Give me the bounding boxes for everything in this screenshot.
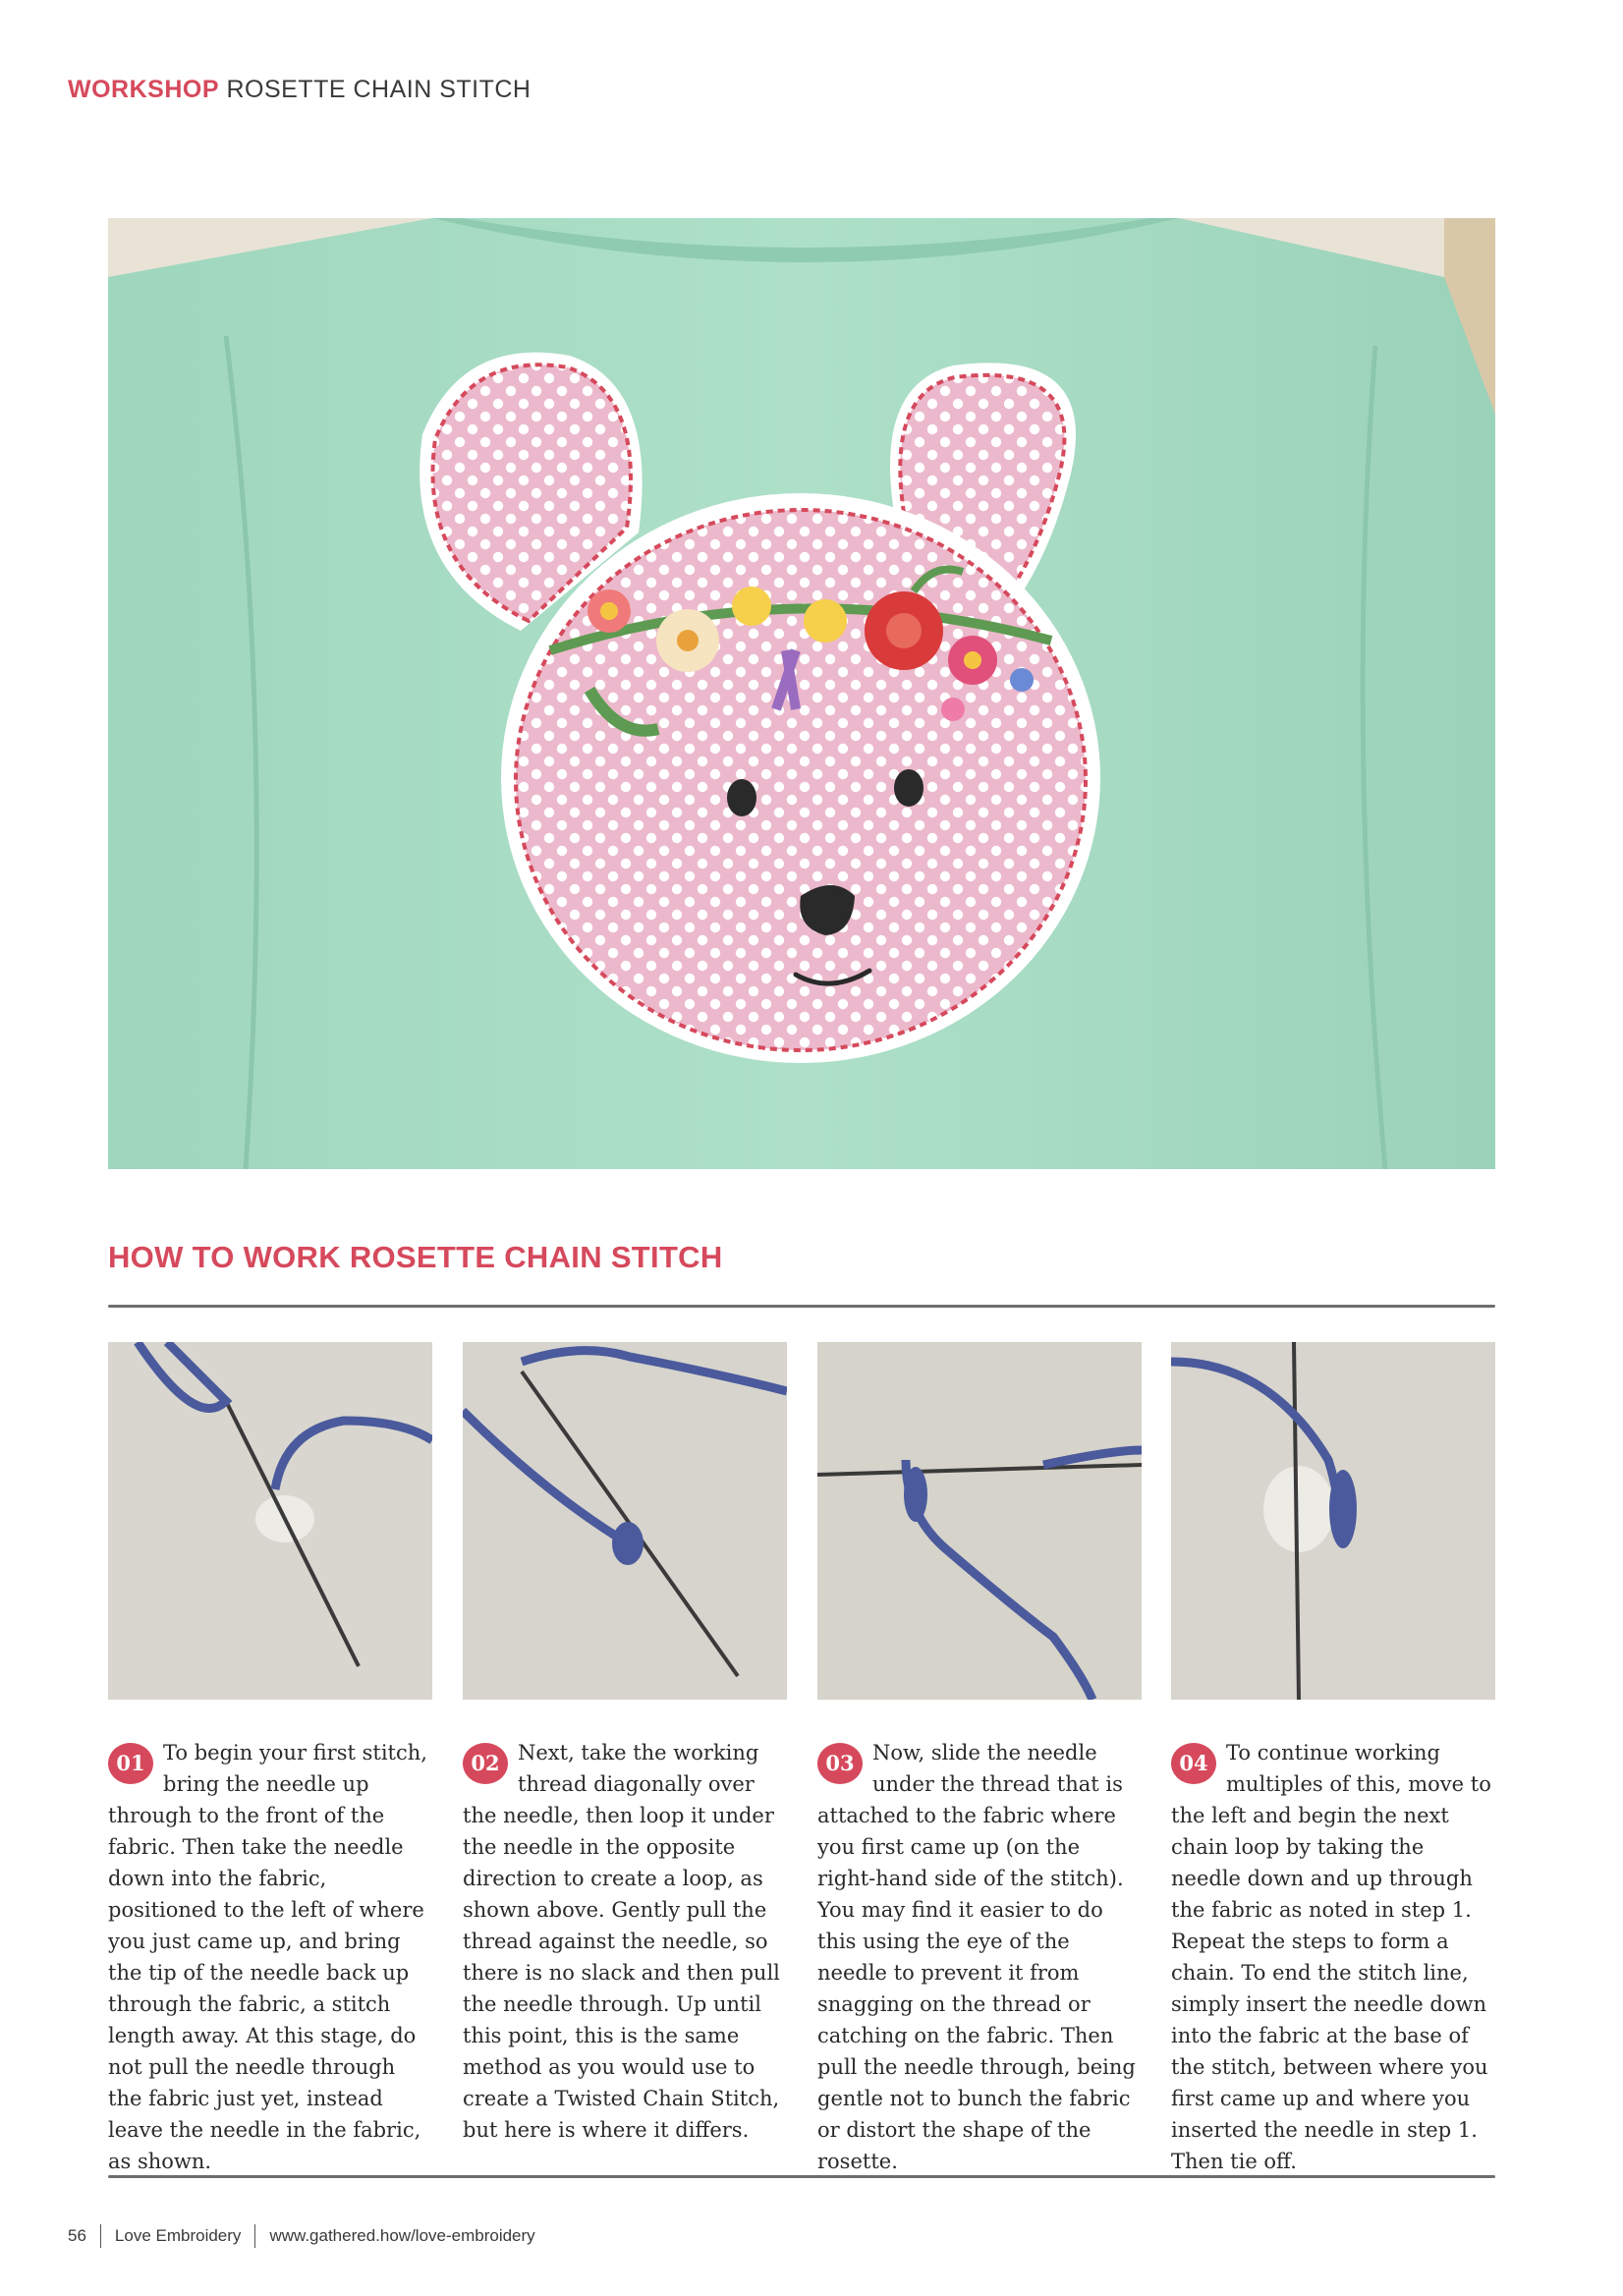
step-1 — [108, 1342, 432, 2177]
steps-grid — [108, 1342, 1495, 2173]
header-title: ROSETTE CHAIN STITCH — [226, 76, 532, 103]
step-3-text — [817, 1737, 1142, 2177]
step-2-text — [463, 1737, 787, 2146]
step-2-body: Next, take the working thread diagonally over the needle, then loop it under the needle in the opposite direction to create a loop, as shown above. Gently pull the thread against the needle, so there is no slack and then pull the needle through. Up until this point, this is the same method as you would use to create a Twisted Chain Stitch, but here is where it differs. — [463, 1741, 780, 2142]
step-2-number: 02 — [463, 1743, 508, 1784]
page-number: 56 — [68, 2226, 86, 2245]
step-1-body: To begin your first stitch, bring the needle up through to the front of the fabric. Then take the needle down into the fabric, positioned to the left of where you just came up, and bring the tip of the needle back up through the fabric, a stitch length away. At this stage, do not pull the needle through the fabric just yet, instead leave the needle in the fabric, as shown. — [108, 1741, 427, 2173]
step-4-number: 04 — [1171, 1743, 1216, 1784]
step-3-body: Now, slide the needle under the thread that is attached to the fabric where you first came up (on the right-hand side of the stitch). You may find it easier to do this using the eye of the needle to prevent it from snagging on the thread or catching on the fabric. Then pull the needle through, being gentle not to bunch the fabric or distort the shape of the rosette. — [817, 1741, 1136, 2173]
page-header — [68, 76, 531, 104]
step-1-text — [108, 1737, 432, 2177]
magazine-name: Love Embroidery — [114, 2226, 242, 2245]
step-4-text — [1171, 1737, 1495, 2177]
footer-separator — [100, 2224, 101, 2248]
divider-top — [108, 1305, 1495, 1308]
step-2-photo — [463, 1342, 787, 1700]
page-footer — [68, 2224, 535, 2248]
step-4-illustration — [1171, 1342, 1495, 1700]
step-3-illustration — [817, 1342, 1142, 1700]
magazine-url[interactable]: www.gathered.how/love-embroidery — [269, 2226, 535, 2245]
step-1-illustration — [108, 1342, 432, 1700]
header-kicker: WORKSHOP — [68, 76, 219, 103]
step-3-number: 03 — [817, 1743, 863, 1784]
step-4-body: To continue working multiples of this, move to the left and begin the next chain loop by taking the needle down and up through the fabric as noted in step 1. Repeat the steps to form a chain. To end the stitch line, simply insert the needle down into the fabric at the base of the stitch, between where you first came up and where you inserted the needle in step 1. Then tie off. — [1171, 1741, 1491, 2173]
section-title: HOW TO WORK ROSETTE CHAIN STITCH — [108, 1240, 723, 1274]
step-3-photo — [817, 1342, 1142, 1700]
hero-photo — [108, 218, 1495, 1169]
hero-illustration — [108, 218, 1495, 1169]
step-1-number: 01 — [108, 1743, 153, 1784]
step-4 — [1171, 1342, 1495, 2177]
step-2-illustration — [463, 1342, 787, 1700]
step-1-photo — [108, 1342, 432, 1700]
step-2 — [463, 1342, 787, 2146]
footer-separator — [254, 2224, 255, 2248]
step-4-photo — [1171, 1342, 1495, 1700]
divider-bottom — [108, 2175, 1495, 2178]
step-3 — [817, 1342, 1142, 2177]
